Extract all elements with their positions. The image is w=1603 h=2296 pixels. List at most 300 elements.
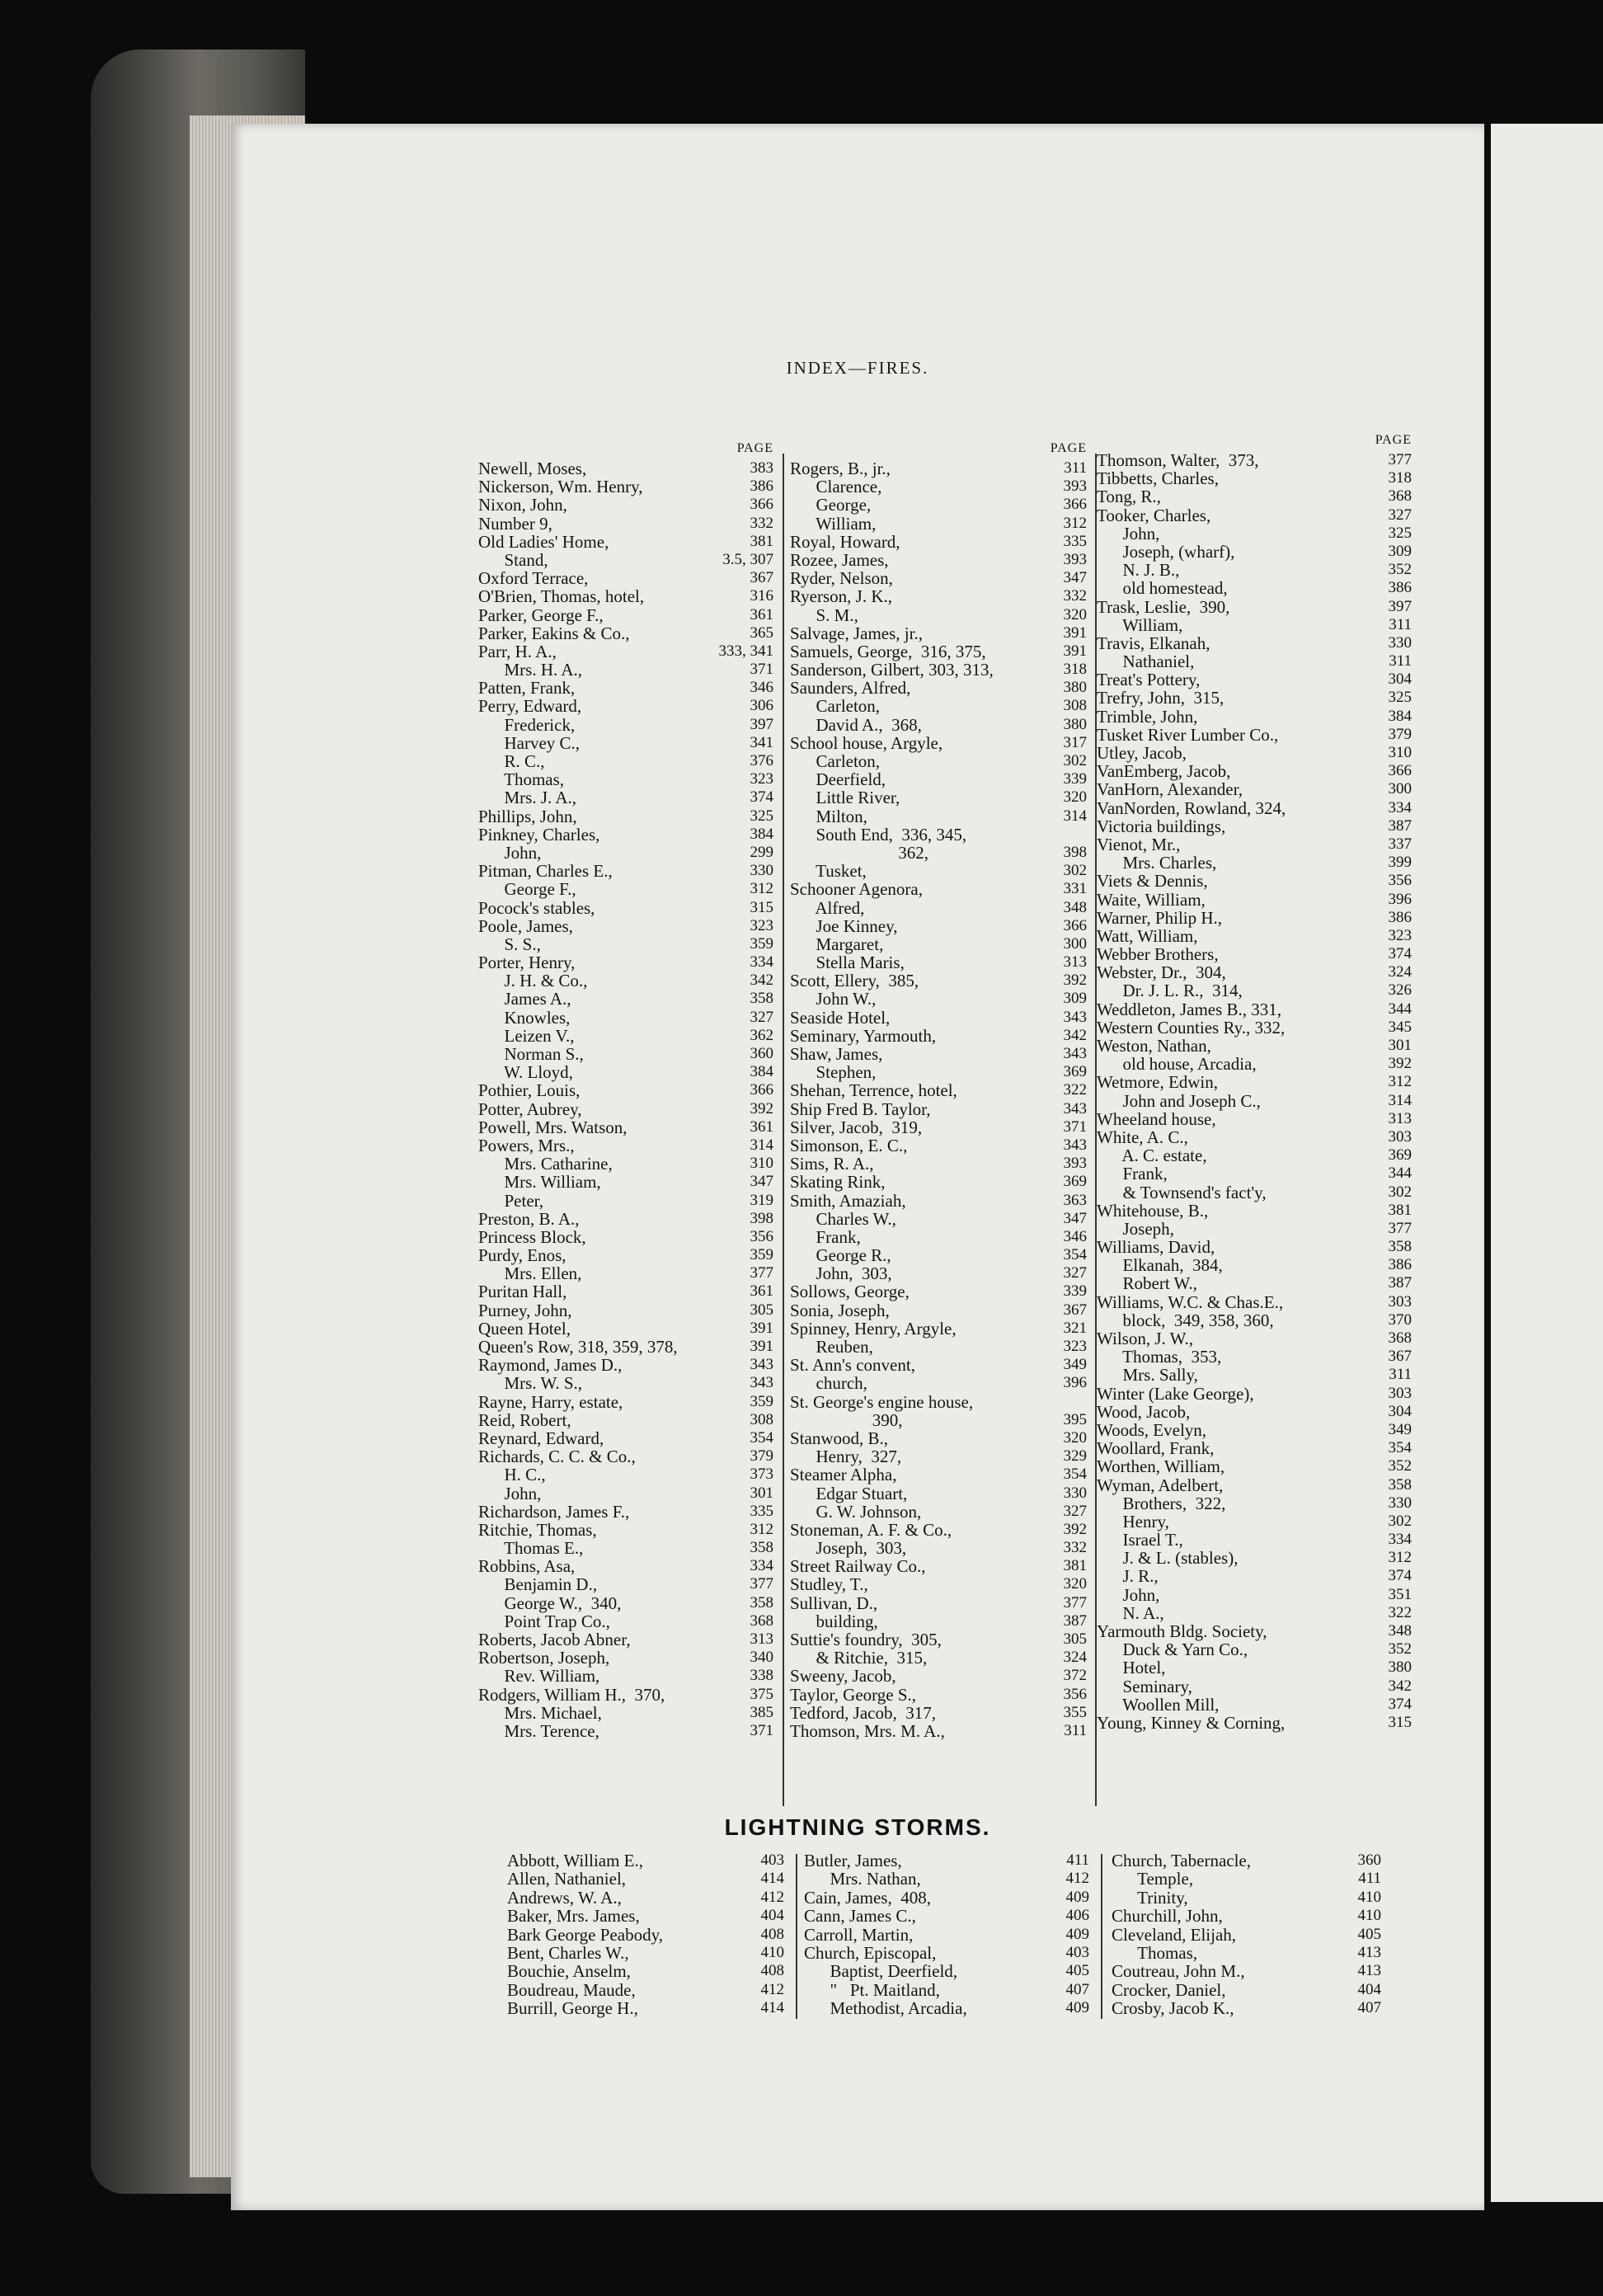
entry-name: Utley, Jacob, — [1097, 743, 1187, 763]
entry-page: 311 — [1064, 1721, 1087, 1739]
entry-name: Travis, Elkanah, — [1097, 633, 1210, 653]
entry-page: 398 — [750, 1209, 773, 1227]
entry-name: Trask, Leslie, 390, — [1097, 596, 1230, 617]
entry-page: 343 — [750, 1356, 773, 1374]
index-entry — [1097, 451, 1412, 469]
index-entry — [1112, 1944, 1381, 1962]
entry-name: VanEmberg, Jacob, — [1097, 761, 1231, 782]
entry-page: 387 — [1388, 1274, 1412, 1292]
entry-page: 405 — [1065, 1962, 1089, 1980]
index-entry — [790, 826, 1087, 844]
entry-name: W. Lloyd, — [478, 1062, 573, 1083]
entry-page: 412 — [760, 1888, 784, 1906]
index-entry — [1097, 726, 1412, 744]
index-entry — [790, 1338, 1087, 1356]
entry-name: Poole, James, — [478, 915, 573, 936]
index-entry — [1097, 506, 1412, 525]
index-entry — [478, 1575, 773, 1593]
index-entry — [790, 515, 1087, 533]
entry-name: Thomas, — [1112, 1942, 1198, 1963]
entry-name: Studley, T., — [790, 1574, 868, 1595]
index-entry — [478, 1594, 773, 1612]
entry-page: 354 — [1388, 1439, 1412, 1457]
entry-name: A. C. estate, — [1097, 1146, 1207, 1166]
index-entry — [478, 880, 773, 898]
entry-page: 406 — [1065, 1907, 1089, 1925]
entry-name: Allen, Nathaniel, — [507, 1869, 627, 1889]
index-entry — [804, 1999, 1089, 2017]
entry-name: J. H. & Co., — [478, 971, 588, 991]
entry-name: Trefry, John, 315, — [1097, 688, 1225, 708]
entry-page: 358 — [1388, 1475, 1412, 1494]
index-entry — [790, 935, 1087, 953]
entry-page: 327 — [1063, 1502, 1087, 1520]
entry-name: Seminary, Yarmouth, — [790, 1025, 937, 1046]
index-entry — [790, 1686, 1087, 1704]
entry-page: 303 — [1388, 1384, 1412, 1402]
entry-page: 371 — [1063, 1117, 1087, 1136]
page-header: INDEX—FIRES. — [786, 358, 929, 378]
entry-name: Edgar Stuart, — [790, 1483, 908, 1503]
index-entry — [478, 917, 773, 935]
entry-page: 392 — [1388, 1055, 1412, 1073]
entry-page: 358 — [750, 1539, 773, 1557]
entry-page: 346 — [1063, 1227, 1087, 1245]
entry-page: 325 — [1388, 524, 1412, 542]
entry-name: Webber Brothers, — [1097, 944, 1219, 965]
index-entry — [790, 1118, 1087, 1136]
entry-page: 304 — [1388, 670, 1412, 689]
index-entry — [804, 1851, 1089, 1870]
entry-page: 308 — [1063, 697, 1087, 715]
index-entry — [790, 478, 1087, 496]
entry-name: Tibbetts, Charles, — [1097, 468, 1219, 489]
entry-page: 313 — [750, 1630, 773, 1648]
entry-page: 380 — [1388, 1658, 1412, 1677]
entry-name: John W., — [790, 989, 877, 1009]
entry-page: 377 — [750, 1264, 773, 1282]
index-entry — [1097, 1000, 1412, 1019]
index-entry — [1097, 1329, 1412, 1348]
entry-name: Margaret, — [790, 934, 884, 954]
entry-name: Yarmouth Bldg. Society, — [1097, 1621, 1267, 1641]
index-entry — [790, 1447, 1087, 1466]
entry-name: Mrs. Sally, — [1097, 1365, 1198, 1386]
index-entry — [790, 1575, 1087, 1593]
entry-name: building, — [790, 1611, 878, 1631]
entry-page: 368 — [1388, 487, 1412, 506]
entry-name: Richards, C. C. & Co., — [478, 1447, 636, 1467]
entry-page: 314 — [750, 1136, 773, 1154]
index-entry — [478, 1411, 773, 1429]
index-entry — [804, 1907, 1089, 1925]
entry-name: Deerfield, — [790, 769, 886, 790]
index-entry — [1097, 598, 1412, 616]
entry-page: 386 — [1388, 1256, 1412, 1274]
entry-name: Wilson, J. W., — [1097, 1329, 1194, 1348]
index-entry — [1097, 891, 1412, 909]
entry-page: 337 — [1388, 835, 1412, 853]
index-entry — [1097, 1531, 1412, 1549]
entry-page: 327 — [1063, 1264, 1087, 1282]
index-entry — [790, 752, 1087, 770]
index-entry — [478, 990, 773, 1008]
entry-page: 374 — [750, 788, 773, 807]
index-entry — [790, 1704, 1087, 1722]
entry-name: G. W. Johnson, — [790, 1501, 922, 1522]
entry-page: 324 — [1063, 1649, 1087, 1667]
entry-name: Robert W., — [1097, 1273, 1197, 1294]
entry-page: 393 — [1063, 478, 1087, 496]
entry-page: 358 — [750, 990, 773, 1008]
index-entry — [790, 1356, 1087, 1374]
entry-name: Shaw, James, — [790, 1044, 883, 1064]
entry-page: 393 — [1063, 550, 1087, 568]
entry-page: 339 — [1063, 770, 1087, 788]
index-entry — [1097, 963, 1412, 981]
entry-page: 343 — [1063, 1136, 1087, 1154]
index-entry — [1097, 1348, 1412, 1366]
index-entry — [790, 551, 1087, 569]
index-entry — [478, 1081, 773, 1099]
entry-page: 306 — [750, 697, 773, 715]
index-entry — [790, 642, 1087, 661]
entry-page: 383 — [750, 459, 773, 477]
entry-name: Thomas, 353, — [1097, 1347, 1222, 1367]
entry-name: Temple, — [1112, 1869, 1194, 1889]
entry-name: Queen Hotel, — [478, 1318, 571, 1339]
entry-page: 302 — [1388, 1512, 1412, 1530]
entry-name: Methodist, Arcadia, — [804, 1998, 967, 2019]
entry-page: 404 — [1357, 1980, 1381, 1998]
index-entry — [1097, 1677, 1412, 1696]
entry-page: 377 — [1388, 1219, 1412, 1237]
index-entry — [478, 1264, 773, 1282]
section-title-lightning: LIGHTNING STORMS. — [724, 1814, 991, 1840]
entry-page: 396 — [1063, 1374, 1087, 1392]
entry-page: 380 — [1063, 715, 1087, 733]
entry-page: 358 — [750, 1593, 773, 1611]
entry-page: 370 — [1388, 1310, 1412, 1329]
index-entry — [1112, 1851, 1381, 1870]
entry-name: Clarence, — [790, 477, 882, 497]
entry-name: Leizen V., — [478, 1025, 575, 1046]
entry-page: 309 — [1063, 990, 1087, 1008]
entry-name: VanHorn, Alexander, — [1097, 779, 1243, 800]
entry-name: Victoria buildings, — [1097, 816, 1226, 836]
index-entry — [478, 807, 773, 826]
index-entry — [478, 1722, 773, 1740]
index-entry — [790, 1612, 1087, 1630]
entry-name: Whitehouse, B., — [1097, 1200, 1209, 1221]
entry-name: Viets & Dennis, — [1097, 871, 1208, 892]
entry-page: 354 — [1063, 1246, 1087, 1264]
entry-name: Cain, James, 408, — [804, 1887, 931, 1908]
index-entry — [1097, 872, 1412, 890]
index-entry — [1097, 1604, 1412, 1622]
entry-page: 377 — [1063, 1593, 1087, 1611]
entry-page: 325 — [1388, 689, 1412, 707]
entry-page: 408 — [760, 1925, 784, 1943]
entry-name: Richardson, James F., — [478, 1501, 630, 1522]
entry-page: 346 — [750, 679, 773, 697]
entry-name: Ryder, Nelson, — [790, 568, 893, 589]
page-column-label: PAGE — [1375, 433, 1412, 447]
entry-name: Puritan Hall, — [478, 1282, 567, 1302]
entry-name: 362, — [790, 842, 928, 863]
entry-page: 359 — [750, 1392, 773, 1410]
entry-name: Nathaniel, — [1097, 652, 1195, 672]
index-entry — [478, 1521, 773, 1539]
entry-name: 390, — [790, 1409, 903, 1430]
index-entry — [478, 788, 773, 807]
entry-page: 379 — [750, 1447, 773, 1466]
entry-page: 312 — [750, 880, 773, 898]
index-entry — [1097, 1366, 1412, 1384]
entry-page: 362 — [750, 1026, 773, 1044]
index-entry — [790, 533, 1087, 551]
index-entry — [790, 990, 1087, 1008]
entry-page: 366 — [1063, 496, 1087, 514]
index-entry — [790, 1411, 1087, 1429]
index-entry — [790, 1173, 1087, 1191]
index-entry — [478, 1429, 773, 1447]
index-entry — [478, 770, 773, 788]
index-entry — [790, 1393, 1087, 1411]
entry-page: 317 — [1063, 733, 1087, 751]
entry-name: Silver, Jacob, 319, — [790, 1117, 923, 1137]
entry-page: 356 — [1063, 1685, 1087, 1703]
entry-page: 322 — [1063, 1081, 1087, 1099]
entry-page: 334 — [750, 1557, 773, 1575]
index-entry — [1097, 1421, 1412, 1439]
entry-page: 326 — [1388, 981, 1412, 1000]
entry-page: 323 — [750, 770, 773, 788]
entry-page: 405 — [1357, 1925, 1381, 1943]
index-entry — [1112, 1907, 1381, 1925]
entry-name: Knowles, — [478, 1007, 571, 1028]
index-entry — [1097, 1037, 1412, 1055]
index-entry — [790, 716, 1087, 734]
index-entry — [804, 1944, 1089, 1962]
index-entry — [790, 1136, 1087, 1155]
entry-name: Woollen Mill, — [1097, 1694, 1220, 1715]
entry-name: " Pt. Maitland, — [804, 1979, 940, 2000]
entry-page: 349 — [1388, 1420, 1412, 1438]
entry-page: 340 — [750, 1649, 773, 1667]
entry-name: Williams, David, — [1097, 1237, 1215, 1258]
page-column-label: PAGE — [1050, 441, 1087, 455]
index-entry — [1097, 1385, 1412, 1403]
index-entry — [478, 1027, 773, 1045]
index-entry — [478, 752, 773, 770]
entry-name: Henry, — [1097, 1511, 1169, 1531]
index-entry — [790, 972, 1087, 990]
index-entry — [1097, 1019, 1412, 1037]
index-entry — [790, 1320, 1087, 1338]
entry-page: 367 — [1388, 1348, 1412, 1366]
entry-name: Bark George Peabody, — [507, 1924, 663, 1945]
entry-name: Milton, — [790, 806, 867, 826]
entry-page: 397 — [750, 715, 773, 733]
entry-name: Rev. William, — [478, 1666, 600, 1687]
entry-name: Abbott, William E., — [507, 1851, 644, 1870]
index-entry — [478, 826, 773, 844]
index-entry — [790, 1301, 1087, 1320]
entry-page: 355 — [1063, 1703, 1087, 1721]
index-entry — [478, 642, 773, 661]
entry-name: S. M., — [790, 605, 858, 625]
index-entry — [478, 1612, 773, 1630]
entry-name: Tong, R., — [1097, 487, 1161, 507]
entry-page: 410 — [760, 1943, 784, 1961]
entry-page: 343 — [750, 1374, 773, 1392]
entry-page: 341 — [750, 733, 773, 751]
entry-page: 348 — [1388, 1622, 1412, 1640]
entry-name: Newell, Moses, — [478, 459, 587, 478]
entry-name: Number 9, — [478, 513, 552, 534]
index-entry — [790, 1466, 1087, 1484]
index-entry — [478, 697, 773, 715]
entry-name: S. S., — [478, 934, 541, 954]
index-entry — [1097, 1164, 1412, 1183]
entry-name: Harvey C., — [478, 732, 581, 753]
entry-name: Woods, Evelyn, — [1097, 1419, 1207, 1440]
entry-name: Preston, B. A., — [478, 1208, 580, 1229]
entry-name: Sims, R. A., — [790, 1154, 874, 1174]
entry-name: Suttie's foundry, 305, — [790, 1630, 942, 1649]
entry-name: Elkanah, 384, — [1097, 1255, 1223, 1276]
index-entry — [1097, 469, 1412, 487]
entry-name: David A., 368, — [790, 714, 922, 735]
index-entry — [790, 844, 1087, 862]
index-entry — [790, 1429, 1087, 1447]
entry-page: 323 — [1388, 926, 1412, 944]
entry-page: 347 — [1063, 569, 1087, 587]
entry-page: 347 — [750, 1173, 773, 1191]
entry-name: Rayne, Harry, estate, — [478, 1391, 623, 1412]
entry-page: 325 — [750, 807, 773, 825]
entry-page: 371 — [750, 661, 773, 679]
index-entry — [1097, 487, 1412, 506]
entry-name: Oxford Terrace, — [478, 568, 589, 589]
entry-name: St. Ann's convent, — [790, 1355, 915, 1376]
entry-page: 366 — [750, 496, 773, 514]
entry-name: John, — [478, 842, 542, 863]
index-entry — [1097, 981, 1412, 1000]
entry-page: 318 — [1063, 661, 1087, 679]
entry-page: 320 — [1063, 1428, 1087, 1447]
entry-name: N. J. B., — [1097, 560, 1180, 581]
index-entry — [478, 606, 773, 624]
entry-name: Warner, Philip H., — [1097, 907, 1223, 928]
entry-name: Seaside Hotel, — [790, 1007, 891, 1028]
entry-name: Norman S., — [478, 1044, 584, 1064]
entry-page: 318 — [1388, 469, 1412, 487]
entry-name: Young, Kinney & Corning, — [1097, 1712, 1286, 1733]
entry-name: Winter (Lake George), — [1097, 1383, 1254, 1404]
entry-page: 299 — [750, 843, 773, 861]
entry-page: 314 — [1388, 1091, 1412, 1109]
index-entry — [507, 1907, 784, 1925]
entry-page: 320 — [1063, 605, 1087, 623]
index-entry — [1097, 927, 1412, 945]
index-page — [231, 124, 1484, 2210]
index-entry — [790, 1282, 1087, 1301]
entry-name: Charles W., — [790, 1208, 896, 1229]
entry-name: Wheeland house, — [1097, 1108, 1216, 1129]
index-entry — [478, 734, 773, 752]
index-entry — [478, 1667, 773, 1685]
index-entry — [1097, 1439, 1412, 1457]
entry-name: Parker, George F., — [478, 605, 604, 625]
entry-page: 407 — [1357, 1999, 1381, 2017]
entry-name: Duck & Yarn Co., — [1097, 1640, 1248, 1660]
entry-page: 381 — [750, 532, 773, 550]
index-entry — [478, 1246, 773, 1264]
entry-page: 316 — [750, 587, 773, 605]
index-entry — [478, 1447, 773, 1466]
index-entry — [1097, 799, 1412, 817]
entry-name: William, — [790, 513, 877, 534]
entry-page: 347 — [1063, 1209, 1087, 1227]
entry-name: Rozee, James, — [790, 549, 889, 570]
index-entry — [790, 496, 1087, 514]
entry-name: Smith, Amaziah, — [790, 1190, 906, 1211]
index-entry — [478, 1557, 773, 1575]
entry-name: Crosby, Jacob K., — [1112, 1998, 1234, 2019]
index-entry — [790, 1210, 1087, 1228]
index-entry — [478, 1100, 773, 1118]
entry-page: 352 — [1388, 561, 1412, 579]
entry-name: Church, Episcopal, — [804, 1942, 937, 1963]
index-entry — [478, 478, 773, 496]
entry-page: 366 — [1388, 762, 1412, 780]
entry-page: 393 — [1063, 1155, 1087, 1173]
entry-name: White, A. C., — [1097, 1127, 1188, 1147]
entry-name: Coutreau, John M., — [1112, 1961, 1245, 1982]
entry-name: Princess Block, — [478, 1226, 586, 1247]
entry-name: Joseph, — [1097, 1218, 1174, 1239]
entry-name: Thomson, Mrs. M. A., — [790, 1720, 945, 1741]
entry-name: Tedford, Jacob, 317, — [790, 1702, 936, 1723]
entry-name: Vienot, Mr., — [1097, 834, 1181, 854]
index-entry — [478, 953, 773, 972]
entry-page: 411 — [1066, 1851, 1089, 1869]
entry-page: 376 — [750, 752, 773, 769]
entry-page: 311 — [1064, 459, 1087, 477]
index-entry — [478, 569, 773, 587]
entry-page: 332 — [1063, 1539, 1087, 1557]
entry-page: 403 — [760, 1851, 784, 1869]
index-entry — [790, 1649, 1087, 1667]
entry-name: Mrs. Michael, — [478, 1702, 602, 1723]
entry-name: old house, Arcadia, — [1097, 1054, 1257, 1075]
entry-name: Ship Fred B. Taylor, — [790, 1099, 931, 1119]
index-entry — [804, 1926, 1089, 1944]
index-entry — [1097, 780, 1412, 798]
index-entry — [478, 624, 773, 642]
entry-page: 391 — [1063, 623, 1087, 642]
entry-name: Frederick, — [478, 714, 576, 735]
entry-page: 377 — [750, 1575, 773, 1593]
index-entry — [790, 587, 1087, 605]
entry-page: 327 — [1388, 506, 1412, 524]
entry-page: 384 — [1388, 707, 1412, 725]
entry-page: 368 — [750, 1611, 773, 1630]
entry-name: Pocock's stables, — [478, 897, 595, 918]
entry-page: 323 — [750, 916, 773, 934]
